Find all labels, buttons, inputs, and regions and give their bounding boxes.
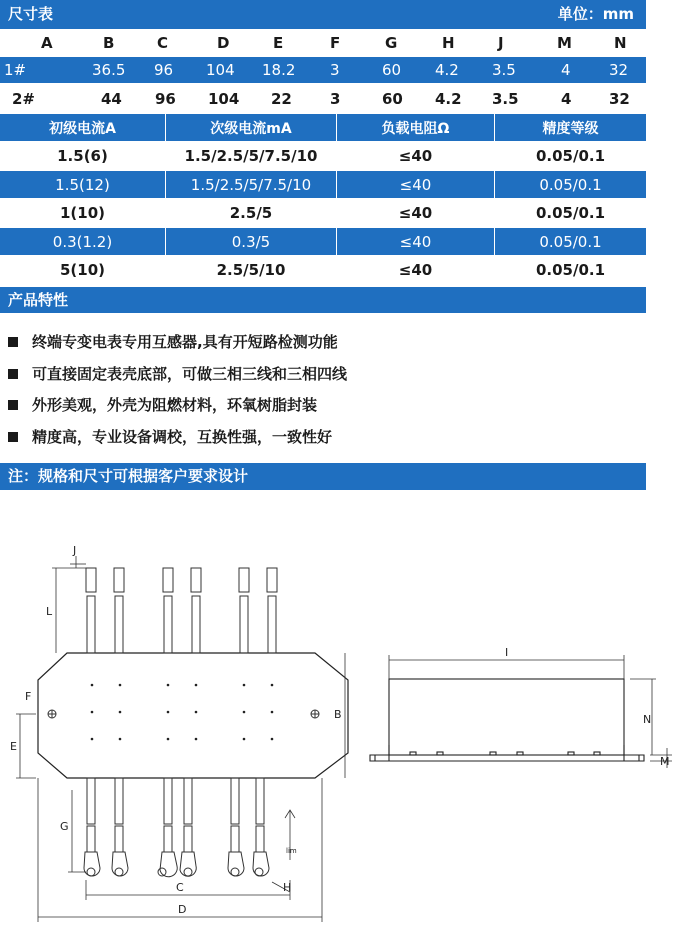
dim-cell: 4: [561, 61, 571, 79]
dim-cell: 96: [155, 90, 176, 108]
feature-item: [8, 426, 332, 447]
dim-cell: 60: [382, 61, 402, 79]
dim-cell: 3.5: [492, 61, 516, 79]
bullet-square-icon: [8, 432, 18, 442]
feature-text: 可直接固定表壳底部，可做三相三线和三相四线: [32, 365, 348, 383]
note-text: 注：规格和尺寸可根据客户要求设计: [8, 467, 249, 485]
param-cell: 1.5/2.5/5/7.5/10: [190, 175, 312, 194]
param-cell: 5(10): [59, 261, 106, 279]
dim-cell: 4.2: [435, 90, 462, 108]
label-lim: lim: [286, 847, 297, 855]
dim-header: N: [614, 34, 627, 52]
param-cell: 1.5/2.5/5/7.5/10: [184, 147, 318, 165]
feature-text: 终端专变电表专用互感器,具有开短路检测功能: [32, 333, 338, 351]
unit-label: 单位：mm: [557, 5, 634, 23]
dimension-drawing: [0, 520, 679, 940]
note-header: [0, 463, 646, 490]
param-cell: 0.05/0.1: [535, 261, 606, 279]
dim-cell: 1#: [4, 61, 27, 79]
dim-header: D: [217, 34, 230, 52]
feature-text: 外形美观，外壳为阻燃材料，环氧树脂封装: [32, 396, 318, 414]
dim-header: A: [41, 34, 53, 52]
param-cell: 0.05/0.1: [535, 204, 606, 222]
param-cell: 0.3(1.2): [52, 232, 113, 251]
param-row: [0, 228, 646, 255]
param-row: [0, 142, 646, 170]
param-cell: 2.5/5: [229, 204, 273, 222]
dim-cell: 4.2: [435, 61, 459, 79]
label-n: N: [643, 713, 652, 726]
dim-header: G: [385, 34, 398, 52]
param-cell: ≤40: [398, 204, 433, 222]
dim-cell: 3: [330, 90, 341, 108]
param-header-load: 负载电阻Ω: [381, 120, 450, 137]
dim-cell: 22: [271, 90, 292, 108]
param-cell: ≤40: [399, 175, 432, 194]
param-header-secondary: 次级电流mA: [210, 120, 292, 137]
param-row: [0, 199, 646, 227]
param-cell: 1.5(12): [55, 175, 110, 194]
dim-cell: 60: [382, 90, 403, 108]
param-cell: 1.5(6): [57, 147, 108, 165]
param-cell: 1(10): [59, 204, 106, 222]
dimension-table-header: [0, 0, 646, 29]
bullet-square-icon: [8, 337, 18, 347]
label-i: I: [505, 646, 509, 659]
dim-header: B: [103, 34, 115, 52]
dimension-row-1: [0, 57, 646, 83]
dim-cell: 32: [609, 61, 629, 79]
dim-header: E: [273, 34, 284, 52]
dimension-table-title: 尺寸表: [8, 5, 54, 23]
param-header-row: [0, 114, 646, 141]
dim-cell: 44: [101, 90, 122, 108]
dim-cell: 104: [206, 61, 235, 79]
label-e: E: [10, 740, 17, 753]
dim-cell: 104: [208, 90, 240, 108]
param-row: [0, 256, 646, 284]
dim-header: C: [157, 34, 169, 52]
param-cell: 0.05/0.1: [535, 147, 606, 165]
label-g: G: [60, 820, 69, 833]
param-cell: ≤40: [399, 232, 432, 251]
dim-cell: 36.5: [92, 61, 126, 79]
bullet-square-icon: [8, 369, 18, 379]
dim-cell: 2#: [12, 90, 36, 108]
dimension-row-2: [0, 86, 646, 112]
dim-cell: 3: [330, 61, 340, 79]
label-j: J: [73, 544, 77, 557]
feature-text: 精度高，专业设备调校，互换性强，一致性好: [32, 428, 333, 446]
features-header: [0, 287, 646, 313]
dim-cell: 96: [154, 61, 174, 79]
label-c: C: [176, 881, 184, 894]
feature-item: [8, 331, 338, 352]
features-title: 产品特性: [8, 291, 69, 309]
dim-header: H: [442, 34, 455, 52]
bullet-square-icon: [8, 400, 18, 410]
dim-cell: 32: [609, 90, 630, 108]
label-m: M: [660, 755, 670, 768]
dim-cell: 18.2: [262, 61, 296, 79]
param-row: [0, 171, 646, 198]
feature-item: [8, 363, 347, 384]
front-view-body: [38, 653, 348, 778]
dim-header: M: [557, 34, 572, 52]
param-cell: 2.5/5/10: [216, 261, 286, 279]
feature-item: [8, 394, 317, 415]
label-l: L: [46, 605, 53, 618]
dim-cell: 3.5: [492, 90, 519, 108]
dim-cell: 4: [561, 90, 572, 108]
param-header-accuracy: 精度等级: [542, 120, 599, 137]
dim-header: J: [498, 34, 504, 52]
label-h: H: [283, 881, 292, 894]
dim-header: F: [330, 34, 341, 52]
label-b: B: [334, 708, 342, 721]
param-header-primary: 初级电流A: [49, 120, 116, 137]
label-f: F: [25, 690, 32, 703]
label-d: D: [178, 903, 187, 916]
param-cell: ≤40: [398, 261, 433, 279]
dimension-header-row: [0, 30, 646, 56]
param-cell: 0.3/5: [231, 232, 271, 251]
param-cell: 0.05/0.1: [539, 175, 602, 194]
param-cell: ≤40: [398, 147, 433, 165]
param-cell: 0.05/0.1: [539, 232, 602, 251]
